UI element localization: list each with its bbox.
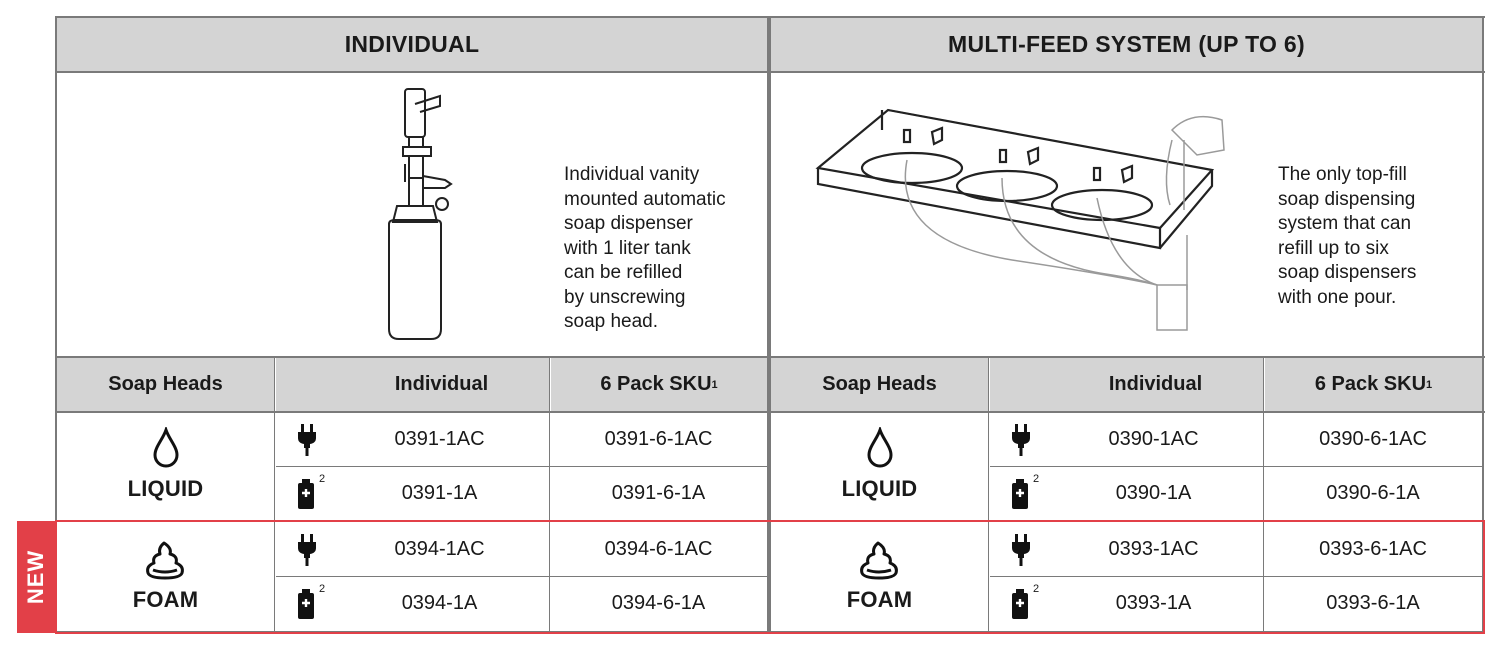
- col-individual-left: Individual: [276, 358, 549, 411]
- multi-description: The only top-fill soap dispensing system that can refill up to six soap dispensers with one pour.: [1278, 164, 1417, 308]
- plug-icon: [1011, 533, 1031, 567]
- col-six-pack-left: 6 Pack SKU 1: [551, 358, 767, 411]
- battery-footnote: 2: [1032, 583, 1040, 595]
- foam-label-left: FOAM: [132, 587, 199, 612]
- sku-cell: 0391-6-1AC: [604, 428, 713, 450]
- new-badge: NEW: [23, 549, 49, 605]
- sku-cell: 0393-6-1AC: [1319, 538, 1427, 560]
- multi-feed-sink-illustration: [812, 100, 1232, 335]
- battery-icon: [297, 478, 315, 510]
- battery-icon: [1011, 588, 1029, 620]
- sku-cell: 0391-6-1A: [611, 482, 706, 504]
- battery-footnote: 2: [1032, 473, 1040, 485]
- header-multi-feed: MULTI-FEED SYSTEM (UP TO 6): [771, 18, 1482, 71]
- individual-description: Individual vanity mounted automatic soap dispenser with 1 liter tank can be refilled by unscrewing soap head.: [564, 164, 726, 332]
- sku-cell: 0391-1A: [401, 482, 478, 504]
- foam-icon: [858, 540, 900, 580]
- sku-cell: 0390-1AC: [1108, 428, 1199, 450]
- sku-cell: 0394-6-1A: [611, 592, 706, 614]
- col-soap-heads-right: Soap Heads: [771, 358, 988, 411]
- liquid-drop-icon: [151, 427, 181, 469]
- battery-icon: [1011, 478, 1029, 510]
- plug-icon: [1011, 423, 1031, 457]
- sku-cell: 0394-1AC: [394, 538, 485, 560]
- sku-cell: 0393-6-1A: [1326, 592, 1420, 614]
- sku-cell: 0394-6-1AC: [604, 538, 713, 560]
- sku-cell: 0394-1A: [401, 592, 478, 614]
- header-individual: INDIVIDUAL: [57, 18, 767, 71]
- sku-cell: 0390-1A: [1115, 482, 1192, 504]
- sku-cell: 0390-6-1A: [1326, 482, 1420, 504]
- plug-icon: [297, 533, 317, 567]
- col-soap-heads-left: Soap Heads: [57, 358, 274, 411]
- col-six-pack-right: 6 Pack SKU 1: [1265, 358, 1482, 411]
- foam-icon: [144, 540, 186, 580]
- sku-cell: 0390-6-1AC: [1319, 428, 1427, 450]
- plug-icon: [297, 423, 317, 457]
- liquid-label-left: LIQUID: [127, 476, 204, 501]
- sku-cell: 0391-1AC: [394, 428, 485, 450]
- sku-cell: 0393-1A: [1115, 592, 1192, 614]
- battery-footnote: 2: [318, 583, 326, 595]
- col-individual-right: Individual: [990, 358, 1263, 411]
- sku-cell: 0393-1AC: [1108, 538, 1199, 560]
- liquid-drop-icon: [865, 427, 895, 469]
- liquid-label-right: LIQUID: [841, 476, 918, 501]
- dispenser-illustration: [375, 84, 465, 344]
- battery-footnote: 2: [318, 473, 326, 485]
- battery-icon: [297, 588, 315, 620]
- foam-label-right: FOAM: [846, 587, 913, 612]
